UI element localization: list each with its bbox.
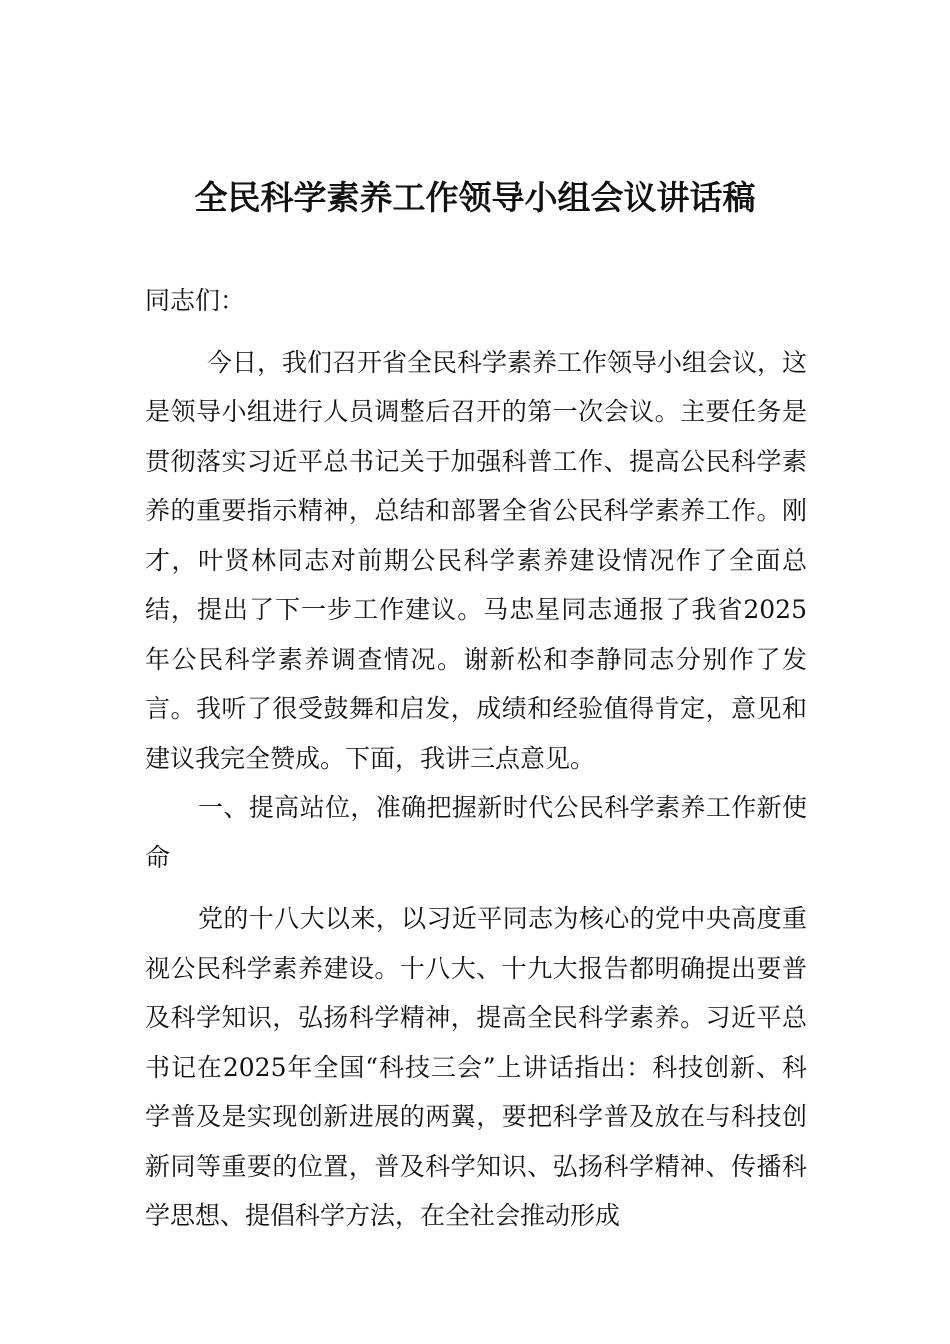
paragraph-opening: 今日，我们召开省全民科学素养工作领导小组会议，这是领导小组进行人员调整后召开的第一次会议。主要任务是贯彻落实习近平总书记关于加强科普工作、提高公民科学素养的重要指示精神，总结和部署全省公民科学素养工作。刚才，叶贤林同志对前期公民科学素养建设情况作了全面总结，提出了下一步工作建议。马忠星同志通报了我省2025年公民科学素养调查情况。谢新松和李静同志分别作了发言。我听了很受鼓舞和启发，成绩和经验值得肯定，意见和建议我完全赞成。下面，我讲三点意见。 [145, 347, 808, 773]
section-heading-one: 一、提高站位，准确把握新时代公民科学素养工作新使命 [145, 793, 807, 872]
document-title: 全民科学素养工作领导小组会议讲话稿 [194, 178, 756, 217]
document-body [145, 276, 807, 1241]
salutation: 同志们： [145, 286, 246, 315]
paragraph-section-one: 党的十八大以来，以习近平同志为核心的党中央高度重视公民科学素养建设。十八大、十九大报告都明确提出要普及科学知识，弘扬科学精神，提高全民科学素养。习近平总书记在2025年全国“科技三会”上讲话指出：科技创新、科学普及是实现创新进展的两翼，要把科学普及放在与科技创新同等重要的位置，普及科学知识、弘扬科学精神、传播科学思想、提倡科学方法，在全社会推动形成 [145, 904, 807, 1230]
